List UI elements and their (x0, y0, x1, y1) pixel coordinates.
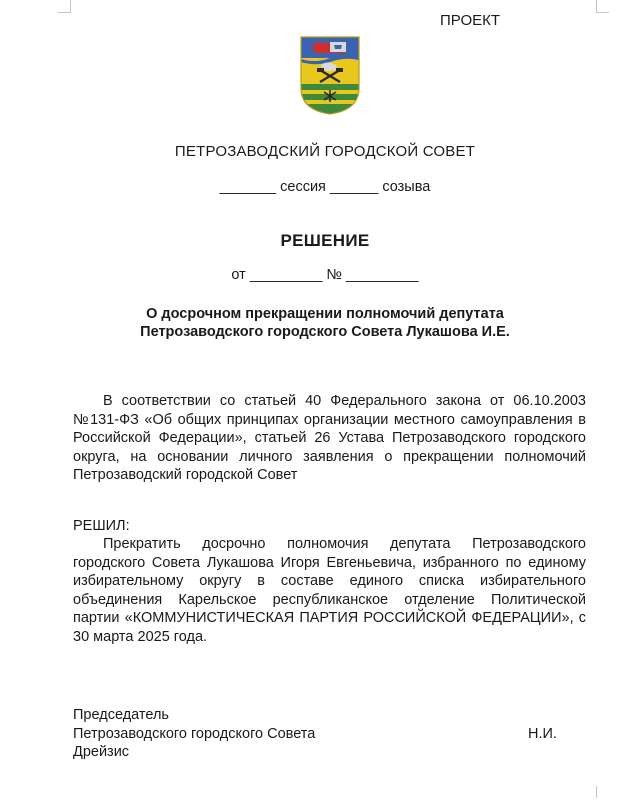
decided-paragraph: Прекратить досрочно полномочия депутата Петрозаводского городского Совета Лукашова Игоря Евгеньевича, избранного по единому избирательному округу в составе единого списка избирательного объединения Карельское республиканское отделение Политической партии «КОММУНИСТИЧЕСКАЯ ПАРТИЯ РОССИЙСКОЙ ФЕДЕРАЦИИ», с 30 марта 2025 года. (73, 536, 586, 645)
petrozavodsk-coat-of-arms-icon (298, 34, 362, 116)
preamble-paragraph: В соответствии со статьей 40 Федерального закона от 06.10.2003 №131-ФЗ «Об общих принципах организации местного самоуправления в Российской Федерации», статьей 26 Устава Петрозаводского городского округа, на основании личного заявления о прекращении полномочий Петрозаводский городской Совет (73, 393, 586, 483)
decided-label: РЕШИЛ: (73, 518, 130, 534)
signature-surname: Дрейзис (73, 744, 130, 760)
draft-label: ПРОЕКТ (440, 12, 501, 29)
decision-title: РЕШЕНИЕ (280, 231, 370, 250)
signature-initials: Н.И. (528, 725, 557, 742)
council-name: ПЕТРОЗАВОДСКИЙ ГОРОДСКОЙ СОВЕТ (174, 143, 476, 160)
decision-subject-line-2: Петрозаводского городского Совета Лукашова И.Е. (140, 324, 510, 340)
margin-corner-mark-top-right (596, 0, 609, 13)
signature-block (73, 706, 573, 762)
signature-organization-line (73, 725, 573, 744)
margin-corner-mark-bottom-right (596, 786, 609, 798)
signature-title: Председатель (73, 707, 169, 723)
decision-subject-line-1: О досрочном прекращении полномочий депутата (146, 306, 504, 322)
decision-date-number-line: от _________ № _________ (231, 267, 419, 283)
decision-subject (60, 305, 590, 341)
margin-corner-mark-top-left (58, 0, 71, 13)
session-line: _______ сессия ______ созыва (219, 179, 431, 195)
signature-organization: Петрозаводского городского Совета (73, 725, 316, 742)
